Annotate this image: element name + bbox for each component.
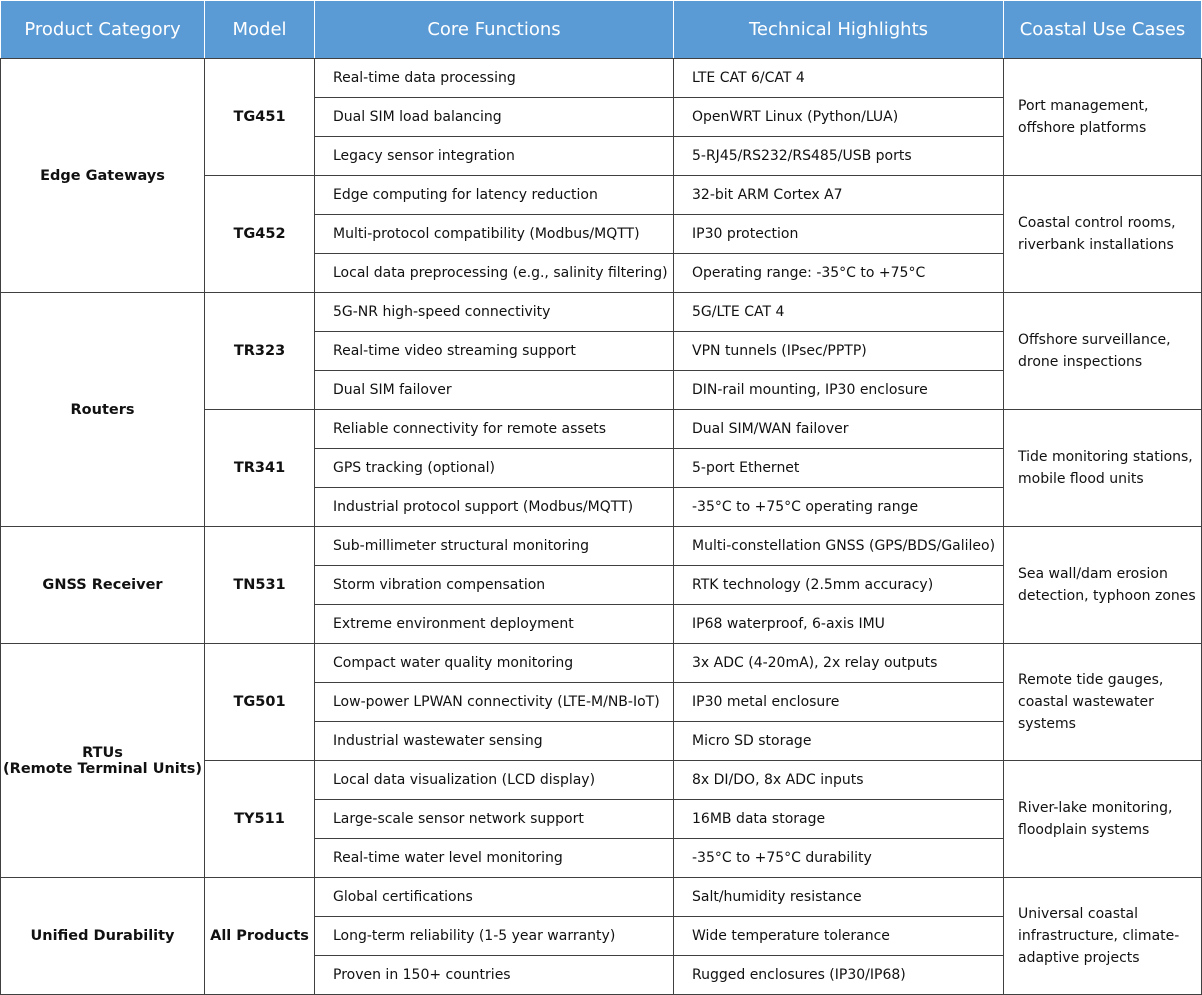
technical-highlight-cell: 16MB data storage [674,800,1004,839]
category-name: GNSS Receiver [42,577,163,593]
core-function-cell: Legacy sensor integration [315,137,674,176]
category-name: Edge Gateways [40,167,165,184]
core-function-cell: Local data preprocessing (e.g., salinity filtering) [315,254,674,293]
product-category-cell [1,293,205,527]
core-function-cell: Storm vibration compensation [315,566,674,605]
technical-highlight-cell: Multi-constellation GNSS (GPS/BDS/Galileo) [674,527,1004,566]
core-function-cell: Sub-millimeter structural monitoring [315,527,674,566]
product-category-cell [1,59,205,293]
core-function-cell: Real-time water level monitoring [315,839,674,878]
technical-highlight-cell: Salt/humidity resistance [674,878,1004,917]
table-row [1,878,1202,917]
core-function-cell: GPS tracking (optional) [315,449,674,488]
coastal-use-case-cell [1004,527,1202,644]
technical-highlight-cell: Dual SIM/WAN failover [674,410,1004,449]
core-function-cell: Dual SIM load balancing [315,98,674,137]
technical-highlight-cell: VPN tunnels (IPsec/PPTP) [674,332,1004,371]
technical-highlight-cell: IP30 metal enclosure [674,683,1004,722]
use-case-line: Offshore surveillance, [1018,332,1171,348]
technical-highlight-cell: LTE CAT 6/CAT 4 [674,59,1004,98]
use-case-line: Tide monitoring stations, [1018,449,1193,465]
use-case-line: detection, typhoon zones [1018,588,1196,604]
technical-highlight-cell: Rugged enclosures (IP30/IP68) [674,956,1004,995]
model-cell: TG451 [205,59,315,176]
use-case-line: Sea wall/dam erosion [1018,566,1168,582]
technical-highlight-cell: 5G/LTE CAT 4 [674,293,1004,332]
use-case-line: River-lake monitoring, [1018,800,1173,816]
use-case-line: coastal wastewater [1018,694,1154,710]
technical-highlight-cell: -35°C to +75°C operating range [674,488,1004,527]
table-row [1,59,1202,98]
category-name: RTUs [82,744,123,761]
core-function-cell: Industrial wastewater sensing [315,722,674,761]
core-function-cell: Reliable connectivity for remote assets [315,410,674,449]
use-case-line: Remote tide gauges, [1018,672,1164,688]
table-row [1,527,1202,566]
core-function-cell: Large-scale sensor network support [315,800,674,839]
core-function-cell: Extreme environment deployment [315,605,674,644]
header-technical-highlights: Technical Highlights [674,1,1004,59]
core-function-cell: Industrial protocol support (Modbus/MQTT) [315,488,674,527]
core-function-cell: Real-time data processing [315,59,674,98]
technical-highlight-cell: IP68 waterproof, 6-axis IMU [674,605,1004,644]
core-function-cell: Dual SIM failover [315,371,674,410]
header-model: Model [205,1,315,59]
technical-highlight-cell: Wide temperature tolerance [674,917,1004,956]
core-function-cell: Real-time video streaming support [315,332,674,371]
product-category-cell [1,644,205,878]
table-row [1,293,1202,332]
use-case-line: mobile flood units [1018,471,1144,487]
technical-highlight-cell: DIN-rail mounting, IP30 enclosure [674,371,1004,410]
model-cell: All Products [205,878,315,995]
coastal-use-case-cell [1004,761,1202,878]
technical-highlight-cell: 5-RJ45/RS232/RS485/USB ports [674,137,1004,176]
technical-highlight-cell: RTK technology (2.5mm accuracy) [674,566,1004,605]
core-function-cell: Multi-protocol compatibility (Modbus/MQTT) [315,215,674,254]
core-function-cell: Compact water quality monitoring [315,644,674,683]
use-case-line: Universal coastal [1018,906,1138,922]
header-coastal-use-cases: Coastal Use Cases [1004,1,1202,59]
use-case-line: Port management, [1018,98,1149,114]
core-function-cell: Edge computing for latency reduction [315,176,674,215]
category-name: Routers [70,401,135,418]
coastal-use-case-cell [1004,878,1202,995]
use-case-line: offshore platforms [1018,120,1147,136]
model-cell: TR341 [205,410,315,527]
model-cell: TR323 [205,293,315,410]
core-function-cell: Proven in 150+ countries [315,956,674,995]
use-case-line: adaptive projects [1018,950,1140,966]
coastal-use-case-cell [1004,644,1202,761]
table-row [1,644,1202,683]
technical-highlight-cell: Operating range: -35°C to +75°C [674,254,1004,293]
use-case-line: systems [1018,716,1076,732]
use-case-line: riverbank installations [1018,237,1174,253]
use-case-line: infrastructure, climate- [1018,928,1180,944]
coastal-use-case-cell [1004,293,1202,410]
product-category-cell [1,878,205,995]
header-row [1,1,1202,59]
core-function-cell: Long-term reliability (1-5 year warranty) [315,917,674,956]
coastal-use-case-cell [1004,59,1202,176]
category-name: Unified Durability [30,928,175,944]
coastal-use-case-cell [1004,410,1202,527]
technical-highlight-cell: IP30 protection [674,215,1004,254]
core-function-cell: Local data visualization (LCD display) [315,761,674,800]
technical-highlight-cell: 3x ADC (4-20mA), 2x relay outputs [674,644,1004,683]
core-function-cell: Low-power LPWAN connectivity (LTE-M/NB-IoT) [315,683,674,722]
model-cell: TG501 [205,644,315,761]
model-cell: TN531 [205,527,315,644]
use-case-line: drone inspections [1018,354,1143,370]
use-case-line: Coastal control rooms, [1018,215,1176,231]
technical-highlight-cell: Micro SD storage [674,722,1004,761]
technical-highlight-cell: 8x DI/DO, 8x ADC inputs [674,761,1004,800]
core-function-cell: 5G-NR high-speed connectivity [315,293,674,332]
core-function-cell: Global certifications [315,878,674,917]
technical-highlight-cell: -35°C to +75°C durability [674,839,1004,878]
product-category-cell [1,527,205,644]
header-product-category: Product Category [1,1,205,59]
category-name: (Remote Terminal Units) [3,760,202,777]
header-core-functions: Core Functions [315,1,674,59]
use-case-line: floodplain systems [1018,822,1150,838]
technical-highlight-cell: 32-bit ARM Cortex A7 [674,176,1004,215]
technical-highlight-cell: OpenWRT Linux (Python/LUA) [674,98,1004,137]
technical-highlight-cell: 5-port Ethernet [674,449,1004,488]
coastal-use-case-cell [1004,176,1202,293]
table-body [1,59,1202,995]
model-cell: TY511 [205,761,315,878]
model-cell: TG452 [205,176,315,293]
